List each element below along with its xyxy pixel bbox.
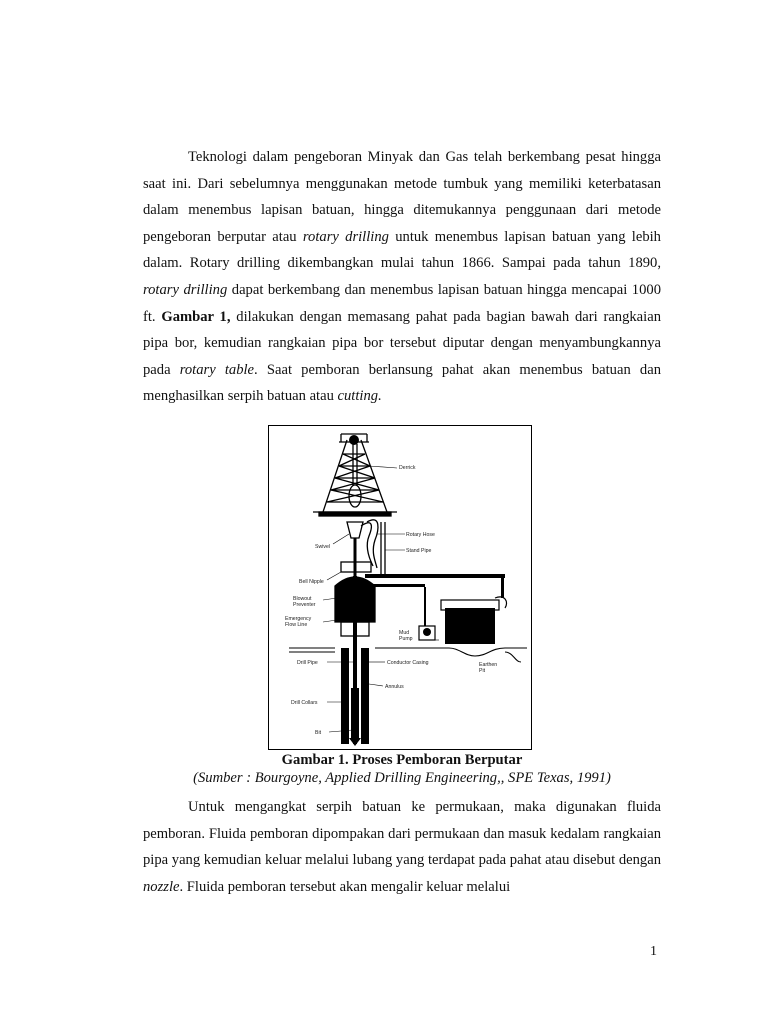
label-blowout: Blowout [293, 596, 312, 602]
label-rotary-hose: Rotary Hose [406, 532, 435, 538]
paragraph-drilling-fluid [143, 794, 661, 900]
figure-caption-title: Gambar 1. Proses Pemboran Berputar [281, 752, 523, 768]
label-pit: Pit [479, 668, 486, 674]
text-run: dapat berkembang dan menembus lapisan batuan hingga mencapai 1000 ft. [143, 281, 661, 325]
figure-caption-source: (Sumber : Bourgoyne, Applied Drilling Engineering,, SPE Texas, 1991) [193, 770, 611, 786]
page-number: 1 [650, 944, 657, 959]
label-bit: Bit [315, 730, 322, 736]
label-bell-nipple: Bell Nipple [299, 579, 324, 585]
text-run: dilakukan dengan memasang pahat pada bagian bawah dari rangkaian pipa bor, kemudian rangkaian pipa bor tersebut diputar dengan menyambungkannya pada [143, 308, 661, 378]
label-drill-pipe: Drill Pipe [297, 660, 318, 666]
label-earthen: Earthen [479, 662, 498, 668]
label-derrick: Derrick [399, 465, 416, 471]
text-run: Teknologi dalam pengeboran Minyak dan Gas telah berkembang pesat hingga saat ini. Dari sebelumnya menggunakan metode tumbuk yang memiliki keterbatasan dalam menembus lapisan batuan, hingga ditemukannya penggunaan dari metode pengeboran berputar atau [143, 149, 661, 245]
label-stand-pipe: Stand Pipe [406, 548, 432, 554]
text-run: . Fluida pemboran tersebut akan mengalir keluar melalui [179, 878, 511, 895]
label-annulus: Annulus [385, 684, 404, 690]
label-pump: Pump [399, 636, 413, 642]
label-preventer: Preventer [293, 602, 316, 608]
italic-term: rotary table [179, 361, 255, 378]
bold-reference: Gambar 1, [161, 308, 231, 325]
label-flow-line: Flow Line [285, 622, 308, 628]
text-run: . Saat pemboran berlansung pahat akan menembus batuan dan menghasilkan serpih batuan atau [143, 361, 661, 405]
paragraph-intro [143, 144, 661, 410]
italic-term: cutting. [337, 388, 382, 405]
label-swivel: Swivel [315, 544, 330, 550]
label-mud: Mud [399, 630, 410, 636]
italic-term: nozzle [143, 878, 180, 895]
label-conductor-casing: Conductor Casing [387, 660, 429, 666]
label-drill-collars: Drill Collars [291, 700, 318, 706]
italic-term: rotary drilling [302, 228, 389, 245]
text-run: Untuk mengangkat serpih batuan ke permukaan, maka digunakan fluida pemboran. Fluida pemboran dipompakan dari permukaan dan masuk kedalam rangkaian pipa yang kemudian keluar melalui lubang yang terdapat pada pahat atau disebut dengan [143, 799, 661, 869]
italic-term: rotary drilling [143, 281, 228, 298]
figure-rotary-drilling [268, 425, 532, 750]
text-run: untuk menembus lapisan batuan yang lebih dalam. Rotary drilling dikembangkan mulai tahun 1866. Sampai pada tahun 1890, [143, 228, 661, 272]
label-emergency: Emergency [285, 616, 312, 622]
rotary-drilling-diagram [269, 426, 531, 748]
